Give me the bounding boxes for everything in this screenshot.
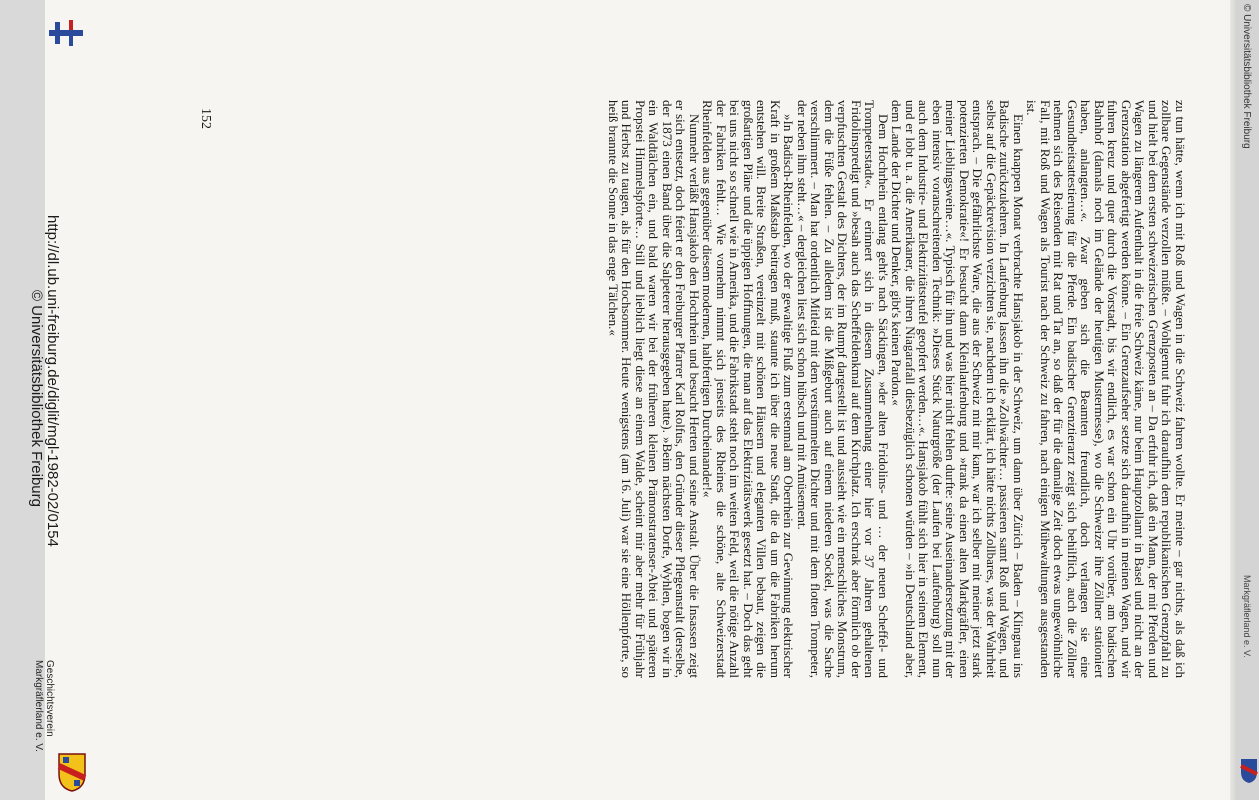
publisher-label — [33, 660, 55, 752]
footer-url[interactable]: http://dl.ub.uni-freiburg.de/diglit/mgl-1982-02/0154 — [44, 215, 61, 547]
coat-of-arms-icon — [57, 752, 87, 792]
paragraph: »In Badisch-Rheinfelden, wo der gewaltige Fluß zum erstenmal am Oberrhein zur Gewinnung elektrischer Kraft in großem Maßstab beitragen muß, staunte ich über die neue Stadt, die da um die Fabriken herum entstehen will. Breite Straßen, vereinzelt mit schönen Häusern und eleganten Villen bebaut, zeigen die großartigen Pläne und die üppigen Hoffnungen, die man auf das Elektrizitätswerk gesetzt hat. – Doch das geht bei uns nicht so schnell wie in Amerika, und die Fabrikstadt steht noch im weiten Feld, weil die nötige Anzahl der Fabriken fehlt… Wie vornehm nimmt sich jenseits des Rheines die schöne, alte Schweizerstadt Rheinfelden aus gegenüber diesem modernen, halbfertigen Durcheinander!« — [700, 100, 797, 678]
neighbor-page-publisher-fragment: Markgräflerland e. V. — [1242, 575, 1252, 658]
neighbor-page-copyright-fragment: © Universitätsbibliothek Freiburg — [1241, 4, 1252, 149]
paragraph: Dem Hochrhein entlang geht's nach Säckingen, »der alten Fridolins- und … der neuen Scheffel- und Trompeterstadt«. Er erinnert sich in diesem Zusammenhang einer hier vor 37 Jahren gehaltenen Fridolinspredigt und »besah auch das Scheffeldenkmal auf dem Kirchplatz. Ich erschrak aber förmlich ob der verpfuschten Gestalt des Dichters, der im Rumpf dargestellt ist und aussieht wie ein menschliches Monstrum, dem die Füße fehlen. – Zu alledem ist die Mißgeburt auch auf einem niederen Sockel, was die Sache verschlimmert. – Man hat ordentlich Mitleid mit dem verstümmelten Dichter und mit dem flotten Trompeter, der neben ihm steht…« – dergleichen liest sich schon hübsch und mit Amüsement. — [795, 100, 891, 678]
scanned-page — [28, 0, 1237, 800]
paragraph: Einen knappen Monat verbrachte Hansjakob in der Schweiz, um dann über Zürich – Baden – Klingnau ins Badische zurückzukehren. In Laufenburg lassen ihn die »Zollwächter… passieren samt Roß und Wagen, und selbst auf die Gepäckrevision verzichten sie, nachdem ich erklärt, ich hätte nichts Zollbares, was der Wahrheit entsprach. – Die gefährlichste Ware, die aus der Schweiz mit mir kam, war ich selber mit meiner jetzt stark potenzierten Demokratie«! Er besucht dann Kleinlaufenburg und »trank da einen alten Markgräfler, einen meiner Lieblingsweine…«. Typisch für ihn und was hier nicht fehlen durfte: seine Auseinandersetzung mit der eben intensiv voranschreitenden Technik: »Dieses Stück Naturgröße (der Laufen bei Laufenburg) soll nun auch dem Industrie- und Elektrizitätsteufel geopfert werden…«. Hansjakob fühlt sich hier in seinem Element, und er lobt u. a. die Amerikaner, die ihren Niagarafall diesbezüglich schonen würden – »in Deutschland aber, dem Lande der Dichter und Denker, gibt's keinen Pardon.« — [889, 100, 1026, 678]
book-text-column — [187, 100, 1187, 678]
paragraph: zu tun hätte, wenn ich mit Roß und Wagen in die Schweiz fahren wollte. Er meinte – gar nichts, als daß ich zollbare Gegenstände verzollen müßte. – Wohlgemut fuhr ich daraufhin dem republikanischen Grenzpfahl zu und hielt bei dem ersten schweizerischen Grenzposten an – Da erfuhr ich, daß ein Mann, der mit Pferden und Wagen zu längerem Aufenthalt in die freie Schweiz käme, nur beim Hauptzollamt in Basel und nicht an der Grenzstation abgefertigt werden könne. – Ein Grenzaufseher setzte sich daraufhin in meinen Wagen, und wir fuhren kreuz und quer durch die Vorstadt, bis wir endlich, es war schon ein Uhr vorüber, am badischen Bahnhof (damals noch im Gelände der heutigen Mustermesse), wo die Schweizer ihre Zöllner stationiert haben, anlangten…«. Zwar geben sich die Beamten freundlich, doch verlangen sie eine Gesundheitsattestierung für die Pferde. Ein badischer Grenztierarzt zeigt sich behilflich, auch die Zöllner nehmen sich des Reisenden mit Rat und Tat an, so daß der für die damalige Zeit doch etwas ungewöhnliche Fall, mit Roß und Wagen als Tourist nach der Schweiz zu fahren, nach einigen Mühewaltungen ausgestanden ist. — [1024, 100, 1188, 678]
publisher-line1: Geschichtsverein — [44, 660, 55, 737]
neighbor-page-coat-of-arms-icon — [1240, 758, 1258, 784]
university-library-logo — [49, 18, 83, 48]
publisher-line2: Markgräflerland e. V. — [33, 660, 44, 752]
page-number: 152 — [198, 108, 213, 129]
footer-copyright: © Universitätsbibliothek Freiburg — [28, 290, 45, 507]
paragraph: Nunmehr verläßt Hansjakob den Hochrhein und besucht Herten und seine Anstalt. Über die Insassen zeigt er sich entsetzt, doch feiert er den Freiburger Pfarrer Karl Rolfus, den Gründer dieser Pflegeanstalt (derselbe, der 1873 einen Band über die Salpeterer herausgegeben hatte). »Beim nächsten Dorfe, Wyhlen, bogen wir in ein Waldtälchen ein, und bald waren wir bei der früheren kleinen Prämonstratenser-Abtei und späteren Propstei Himmelspforte… Still und lieblich liegt diese an einem Walde, scheint mir aber mehr für Frühjahr und Herbst zu taugen, als für den Hochsommer. Heute wenigstens (am 16. Juli) war sie eine Höllenpforte, so heiß brannte die Sonne in das enge Tälchen.« — [606, 100, 702, 678]
